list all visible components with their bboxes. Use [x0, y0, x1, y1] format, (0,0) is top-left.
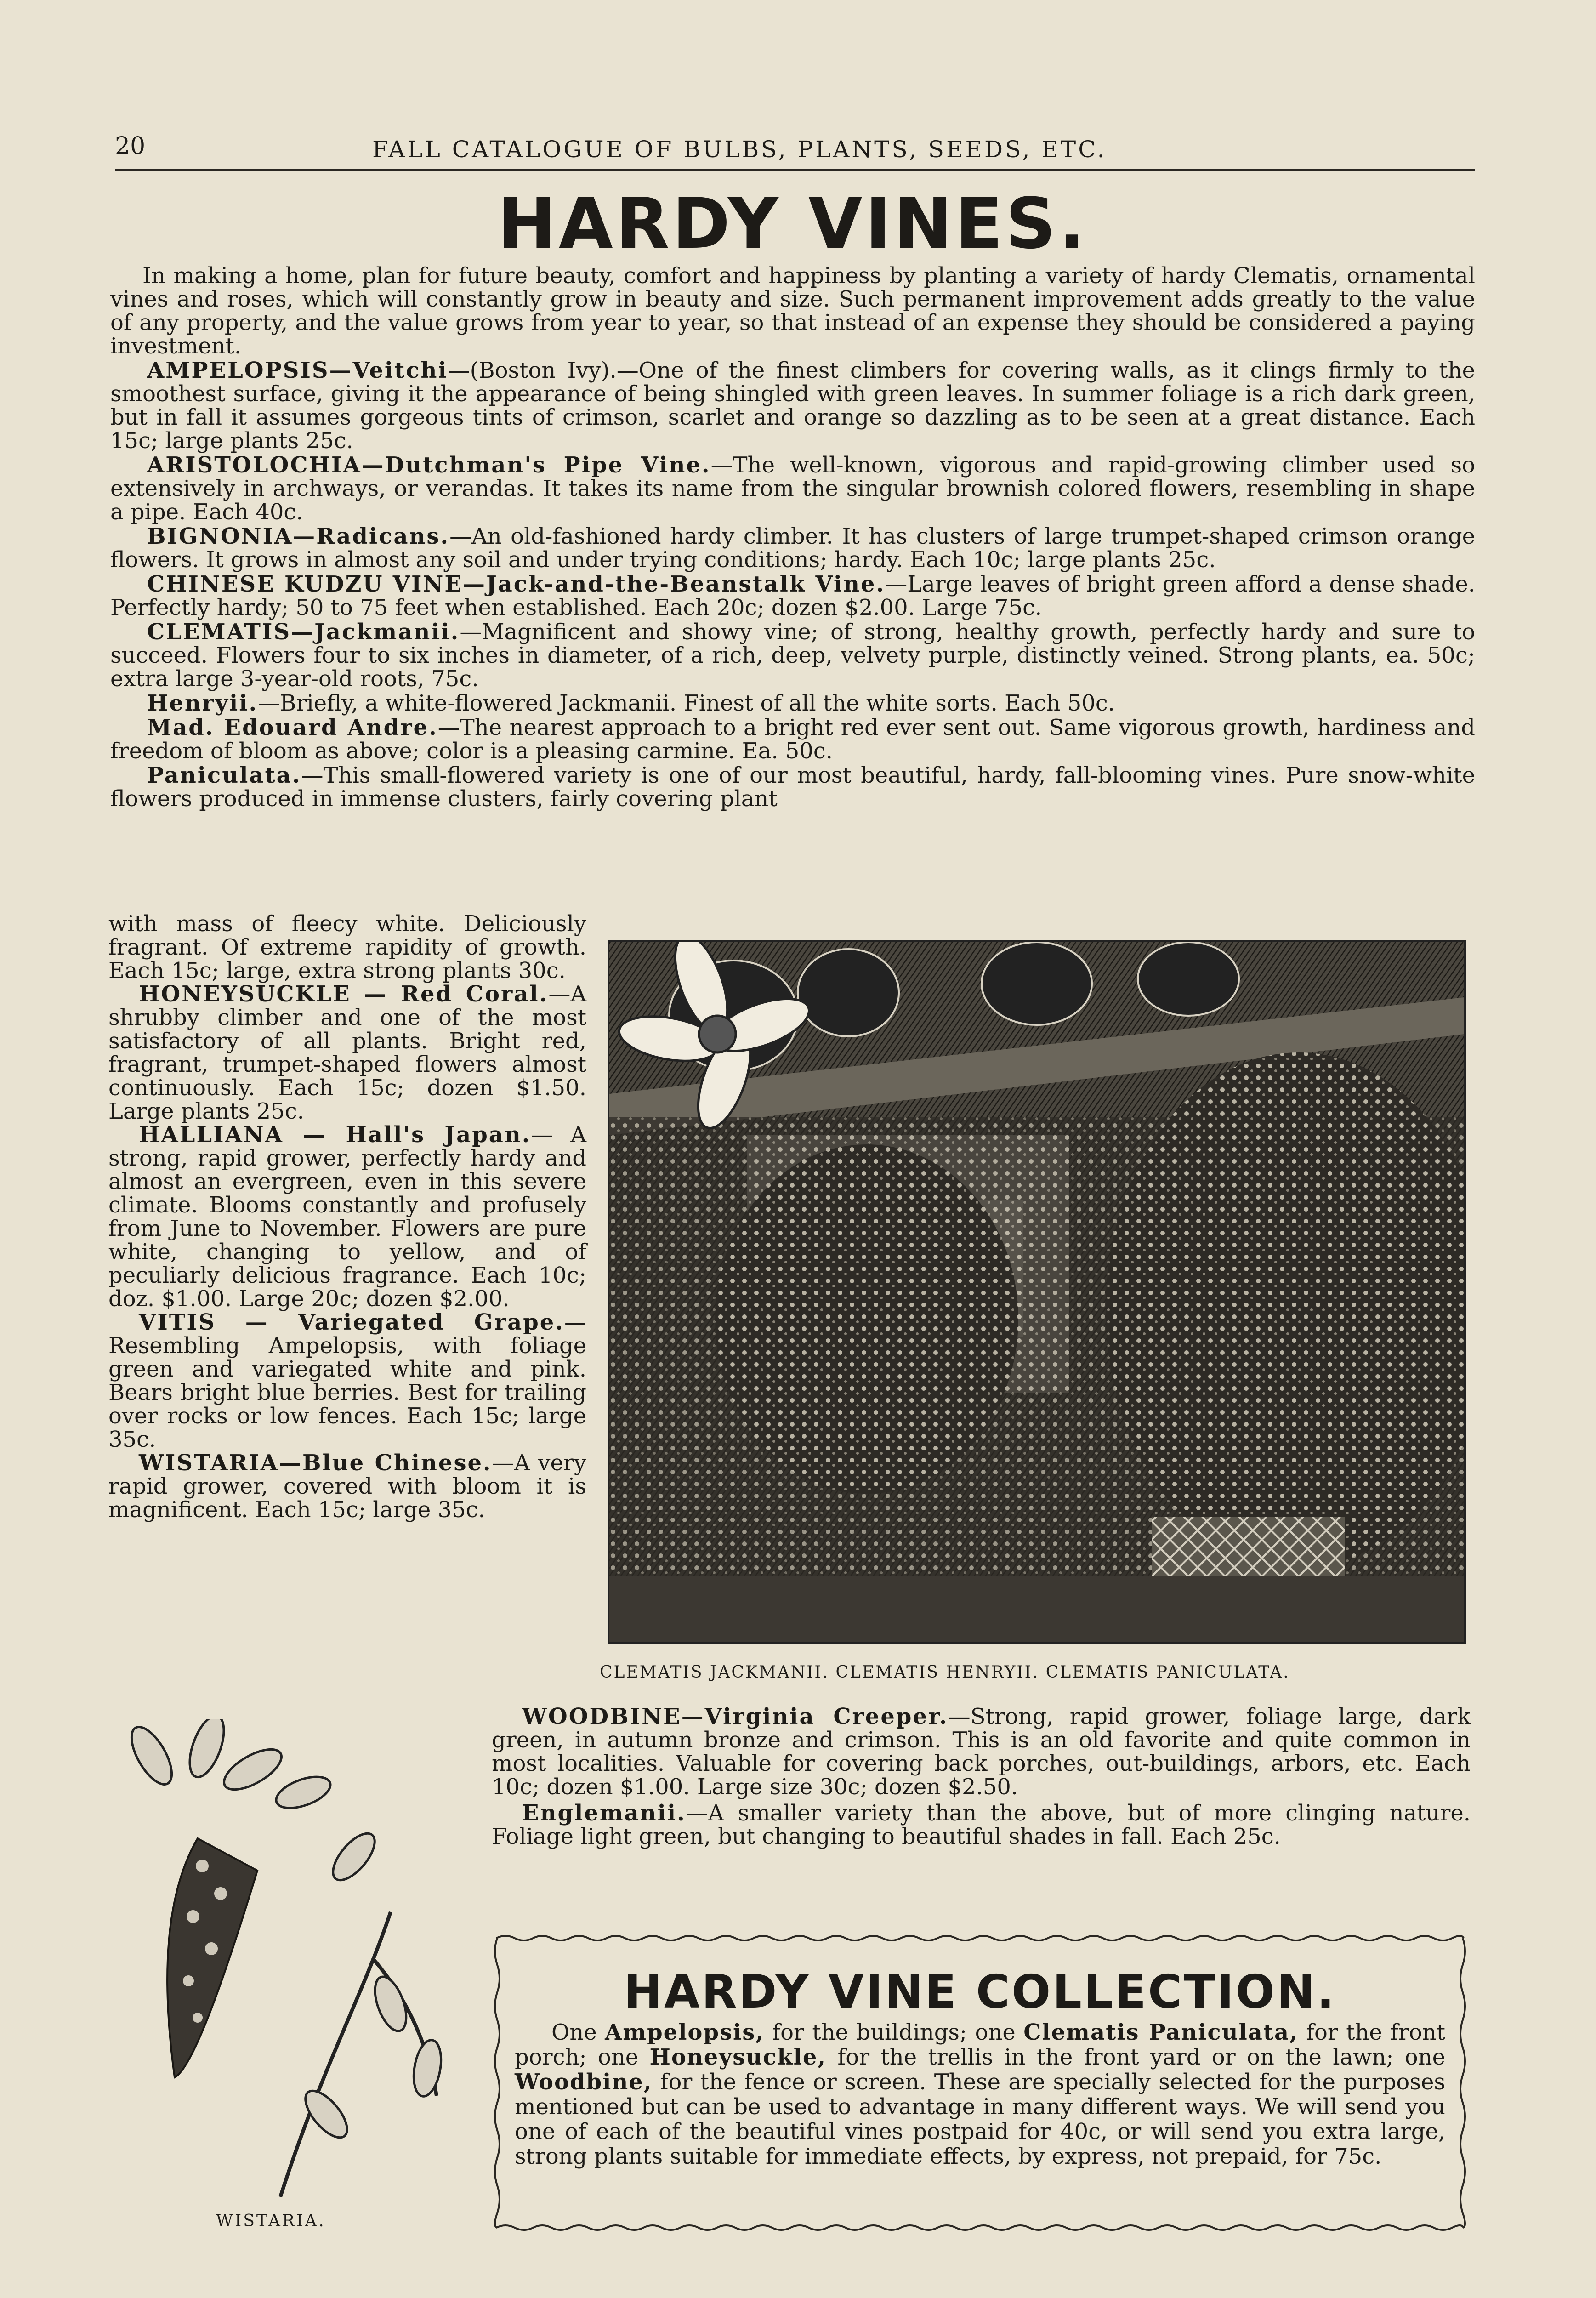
entry-honeysuckle: HONEYSUCKLE — Red Coral.—A shrubby climber and one of the most satisfactory of all plants. Bright red, fragrant, trumpet-shaped flowers almost continuously. Each 15c; dozen $1.50. Large plants 25c. — [108, 981, 586, 1124]
intro-paragraph: In making a home, plan for future beauty, comfort and happiness by planting a variety of hardy Clematis, ornamental vines and roses, which will constantly grow in beauty and size. Such permanent improvement adds greatly to the value of any property, and the value grows from year to year, so that instead of an expense they should be considered a paying investment. — [110, 263, 1475, 359]
header-rule — [115, 169, 1475, 171]
page-number: 20 — [115, 132, 146, 160]
wistaria-engraving-icon — [106, 1719, 464, 2206]
collection-text — [515, 2020, 1445, 2169]
wistaria-illustration — [106, 1719, 464, 2206]
entry-woodbine: WOODBINE—Virginia Creeper.—Strong, rapid grower, foliage large, dark green, in autumn bronze and crimson. This is an old favorite and quite common in most localities. Valuable for covering back porches, out-buildings, arbors, etc. Each 10c; dozen $1.00. Large size 30c; dozen $2.50. — [492, 1704, 1471, 1800]
paniculata-continued: with mass of fleecy white. Deliciously fragrant. Of extreme rapidity of growth. Each 15c; large, extra strong plants 30c. — [108, 911, 586, 984]
collection-title: HARDY VINE COLLECTION. — [624, 1965, 1336, 2019]
wistaria-caption: WISTARIA. — [216, 2212, 326, 2230]
entry-kudzu: CHINESE KUDZU VINE—Jack-and-the-Beanstalk Vine.—Large leaves of bright green afford a dense shade. Perfectly hardy; 50 to 75 feet when established. Each 20c; dozen $2.00. Large 75c. — [110, 571, 1475, 620]
page-header — [115, 132, 1475, 165]
clematis-illustration — [608, 940, 1466, 1644]
entry-clematis-jackmanii: CLEMATIS—Jackmanii.—Magnificent and showy vine; of strong, healthy growth, perfectly hardy and sure to succeed. Flowers four to six inches in diameter, of a rich, deep, velvety purple, distinctly veined. Strong plants, ea. 50c; extra large 3-year-old roots, 75c. — [110, 619, 1475, 692]
entry-vitis: VITIS — Variegated Grape.— Resembling Ampelopsis, with foliage green and variegated white and pink. Bears bright blue berries. Best for trailing over rocks or low fences. Each 15c; large 35c. — [108, 1309, 586, 1452]
entry-henryii: Henryii.—Briefly, a white-flowered Jackmanii. Finest of all the white sorts. Each 50c. — [147, 690, 1115, 716]
illustration-caption: CLEMATIS JACKMANII. CLEMATIS HENRYII. CLEMATIS PANICULATA. — [600, 1663, 1290, 1682]
entry-andre: Mad. Edouard Andre.—The nearest approach to a bright red ever sent out. Same vigorous growth, hardiness and freedom of bloom as above; color is a pleasing carmine. Ea. 50c. — [110, 715, 1476, 764]
entry-ampelopsis: AMPELOPSIS—Veitchi—(Boston Ivy).—One of the finest climbers for covering walls, as it clings firmly to the smoothest surface, giving it the appearance of being shingled with green leaves. In summer foliage is a rich dark green, but in fall it assumes gorgeous tints of crimson, scarlet and orange so dazzling as to be seen at a great distance. Each 15c; large plants 25c. — [110, 358, 1475, 454]
entry-paniculata: Paniculata.—This small-flowered variety is one of our most beautiful, hardy, fall-blooming vines. Pure snow-white flowers produced in immense clusters, fairly covering plant — [110, 762, 1475, 812]
collection-paragraph: One Ampelopsis, for the buildings; one Clematis Paniculata, for the front porch; one Honeysuckle, for the trellis in the front yard or on the lawn; one Woodbine, for the fence or screen. These are specially selected for the purposes mentioned but can be used to advantage in many different ways. We will send you one of each of the beautiful vines postpaid for 40c, or will send you extra large, strong plants suitable for immediate effects, by express, not prepaid, for 75c. — [515, 2019, 1445, 2169]
woodbine-block — [492, 1705, 1471, 1851]
entry-halliana: HALLIANA — Hall's Japan.— A strong, rapid grower, perfectly hardy and almost an evergreen, even in this severe climate. Blooms constantly and profusely from June to November. Flowers are pure white, changing to yellow, and of peculiarly delicious fragrance. Each 10c; doz. $1.00. Large 20c; dozen $2.00. — [108, 1122, 586, 1312]
entry-aristolochia: ARISTOLOCHIA—Dutchman's Pipe Vine.—The well-known, vigorous and rapid-growing climber used so extensively in archways, or verandas. It takes its name from the singular brownish colored flowers, resembling in shape a pipe. Each 40c. — [110, 452, 1475, 525]
entry-wistaria: WISTARIA—Blue Chinese.—A very rapid grower, covered with bloom it is magnificent. Each 15c; large 35c. — [108, 1450, 586, 1523]
page-title: HARDY VINES. — [497, 183, 1088, 264]
left-column — [108, 912, 586, 1522]
clematis-engraving-icon — [609, 942, 1464, 1642]
entry-englemanii: Englemanii.—A smaller variety than the above, but of more clinging nature. Foliage light green, but changing to beautiful shades in fall. Each 25c. — [492, 1800, 1471, 1849]
collection-box — [492, 1933, 1468, 2233]
entry-bignonia: BIGNONIA—Radicans.—An old-fashioned hardy climber. It has clusters of large trumpet-shaped crimson orange flowers. It grows in almost any soil and under trying conditions; hardy. Each 10c; large plants 25c. — [110, 523, 1475, 573]
top-text-block — [110, 264, 1475, 812]
running-head: FALL CATALOGUE OF BULBS, PLANTS, SEEDS, ETC. — [372, 136, 1107, 163]
